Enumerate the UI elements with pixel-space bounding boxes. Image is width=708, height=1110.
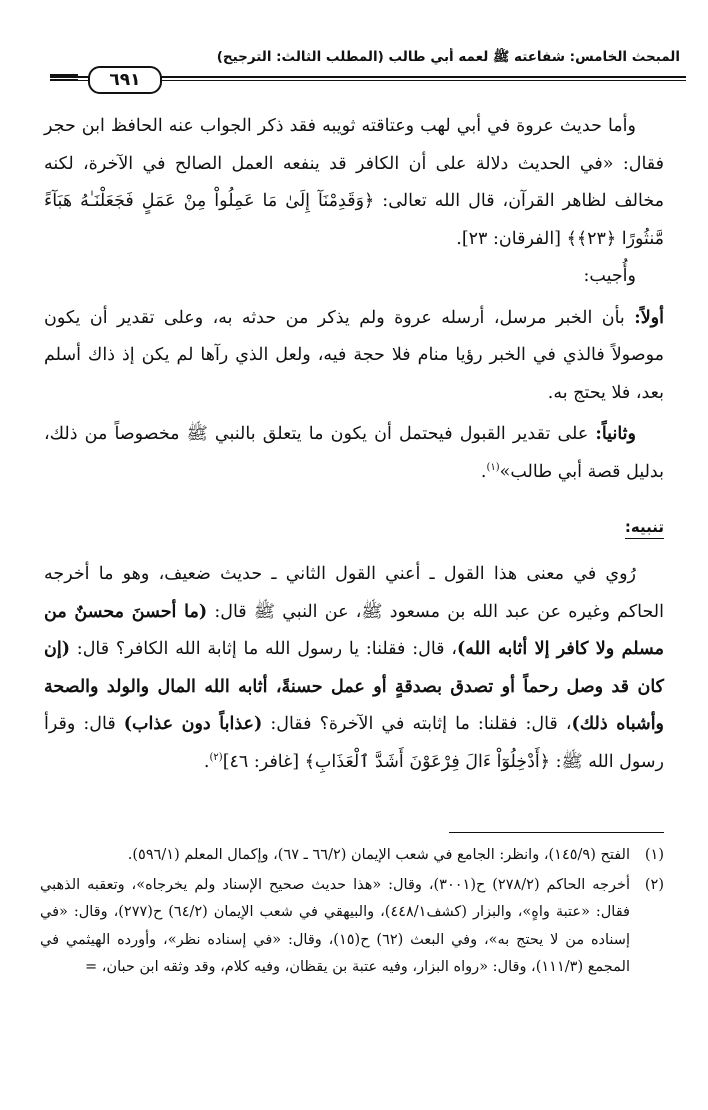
second-text: على تقدير القبول فيحتمل أن يكون ما يتعلق بالنبي ﷺ مخصوصاً من ذلك، بدليل قصة أبي طالب» xyxy=(44,424,664,482)
notice-text-3: ، قال: فقلنا: ما إثابته في الآخرة؟ فقال: xyxy=(262,714,572,734)
header-dash-ornament xyxy=(50,74,78,82)
footnote-1 xyxy=(40,842,664,870)
header-rule xyxy=(50,66,686,96)
footnote-number: (٢) xyxy=(644,876,664,893)
hadith-quote-1: (ما أحسنَ محسنٌ من مسلم ولا كافر إلا أثابه الله) xyxy=(44,601,664,659)
footnote-separator xyxy=(449,832,664,833)
second-label: وثانياً: xyxy=(595,424,636,444)
footnote-ref-1[interactable]: (١) xyxy=(486,461,500,473)
footnote-ref-2[interactable]: (٢) xyxy=(209,751,223,763)
hadith-quote-3: (عذاباً دون عذاب) xyxy=(123,714,263,734)
first-text: بأن الخبر مرسل، أرسله عروة ولم يذكر من حدثه به، وعلى تقدير أن يكون موصولاً فالذي في الخبر رؤيا منام فلا حجة فيه، ولعل الذي رآها لم يكن إذ ذاك أسلم بعد، فلا يحتج به. xyxy=(44,307,664,403)
section-heading-notice: تنبيه: xyxy=(625,516,664,539)
footnote-number: (١) xyxy=(644,847,664,863)
second-end: . xyxy=(480,461,487,482)
main-text-block-1 xyxy=(44,108,664,491)
footnote-2 xyxy=(40,872,664,982)
paragraph-hadith-urwa: وأما حديث عروة في أبي لهب وعتاقته ثويبه فقد ذكر الجواب عنه الحافظ ابن حجر فقال: «في الحديث دلالة على أن الكافر قد ينفعه العمل الصالح في الآخرة، لكنه مخالف لظاهر القرآن، قال الله تعالى: ﴿وَقَدِمْنَآ إِلَىٰ مَا عَمِلُواْ مِنْ عَمَلٍ فَجَعَلْنَـٰهُ هَبَآءً مَّنثُورًا ﴿٢٣﴾﴾ [الفرقان: ٢٣]. xyxy=(44,116,664,249)
notice-text-2: ، قال: فقلنا: يا رسول الله ما إثابة الله الكافر؟ قال: xyxy=(70,639,457,659)
footnote-text: أخرجه الحاكم (٢٧٨/٢) ح(٣٠٠١)، وقال: «هذا حديث صحيح الإسناد ولم يخرجاه»، وتعقبه الذهبي فقال: «عتبة واهٍ»، والبزار (كشف٤٤٨/١)، والبيهقي في شعب الإيمان (٦٤/٢) ح(٢٧٧)، وقال: «في إسناده من لا يحتج به»، وفي البعث (٦٢) ح(١٥)، وقال: «في إسناده نظر»، وأورده الهيثمي في المجمع (١١١/٣)، وقال: «رواه البزار، وفيه عتبة بن يقظان، وفيه كلام، وقد وثقه ابن حبان، = xyxy=(40,876,630,975)
main-text-block-2 xyxy=(44,556,664,781)
paragraph-answer-intro: وأُجيب: xyxy=(583,266,636,286)
notice-text-4: قال: وقرأ رسول الله ﷺ: ﴿أَدْخِلُوٓاْ ءَالَ فِرْعَوْنَ أَشَدَّ ٱلْعَذَابِ﴾ [غافر: ٤٦] xyxy=(44,714,664,772)
paragraph-notice xyxy=(44,556,664,781)
hadith-quote-2: (إن كان قد وصل رحماً أو تصدق بصدقةٍ أو عمل حسنةً، أثابه الله المال والولد والصحة وأشباه ذلك) xyxy=(44,639,665,734)
paragraph-first-answer xyxy=(44,300,664,413)
first-label: أولاً: xyxy=(634,307,664,328)
footnotes xyxy=(40,842,664,984)
notice-text-1: رُوي في معنى هذا القول ـ أعني القول الثاني ـ حديث ضعيف، وهو ما أخرجه الحاكم وغيره عن عبد الله بن مسعود ﷺ، عن النبي ﷺ قال: xyxy=(44,564,664,622)
notice-end: . xyxy=(203,751,210,772)
paragraph-second-answer xyxy=(44,416,664,491)
footnote-text: الفتح (١٤٥/٩)، وانظر: الجامع في شعب الإيمان (٦٦/٢ ـ ٦٧)، وإكمال المعلم (٥٩٦/١). xyxy=(127,847,630,863)
running-header-title: المبحث الخامس: شفاعته ﷺ لعمه أبي طالب (المطلب الثالث: الترجيح) xyxy=(216,49,680,65)
page-number: ٦٩١ xyxy=(88,66,162,94)
